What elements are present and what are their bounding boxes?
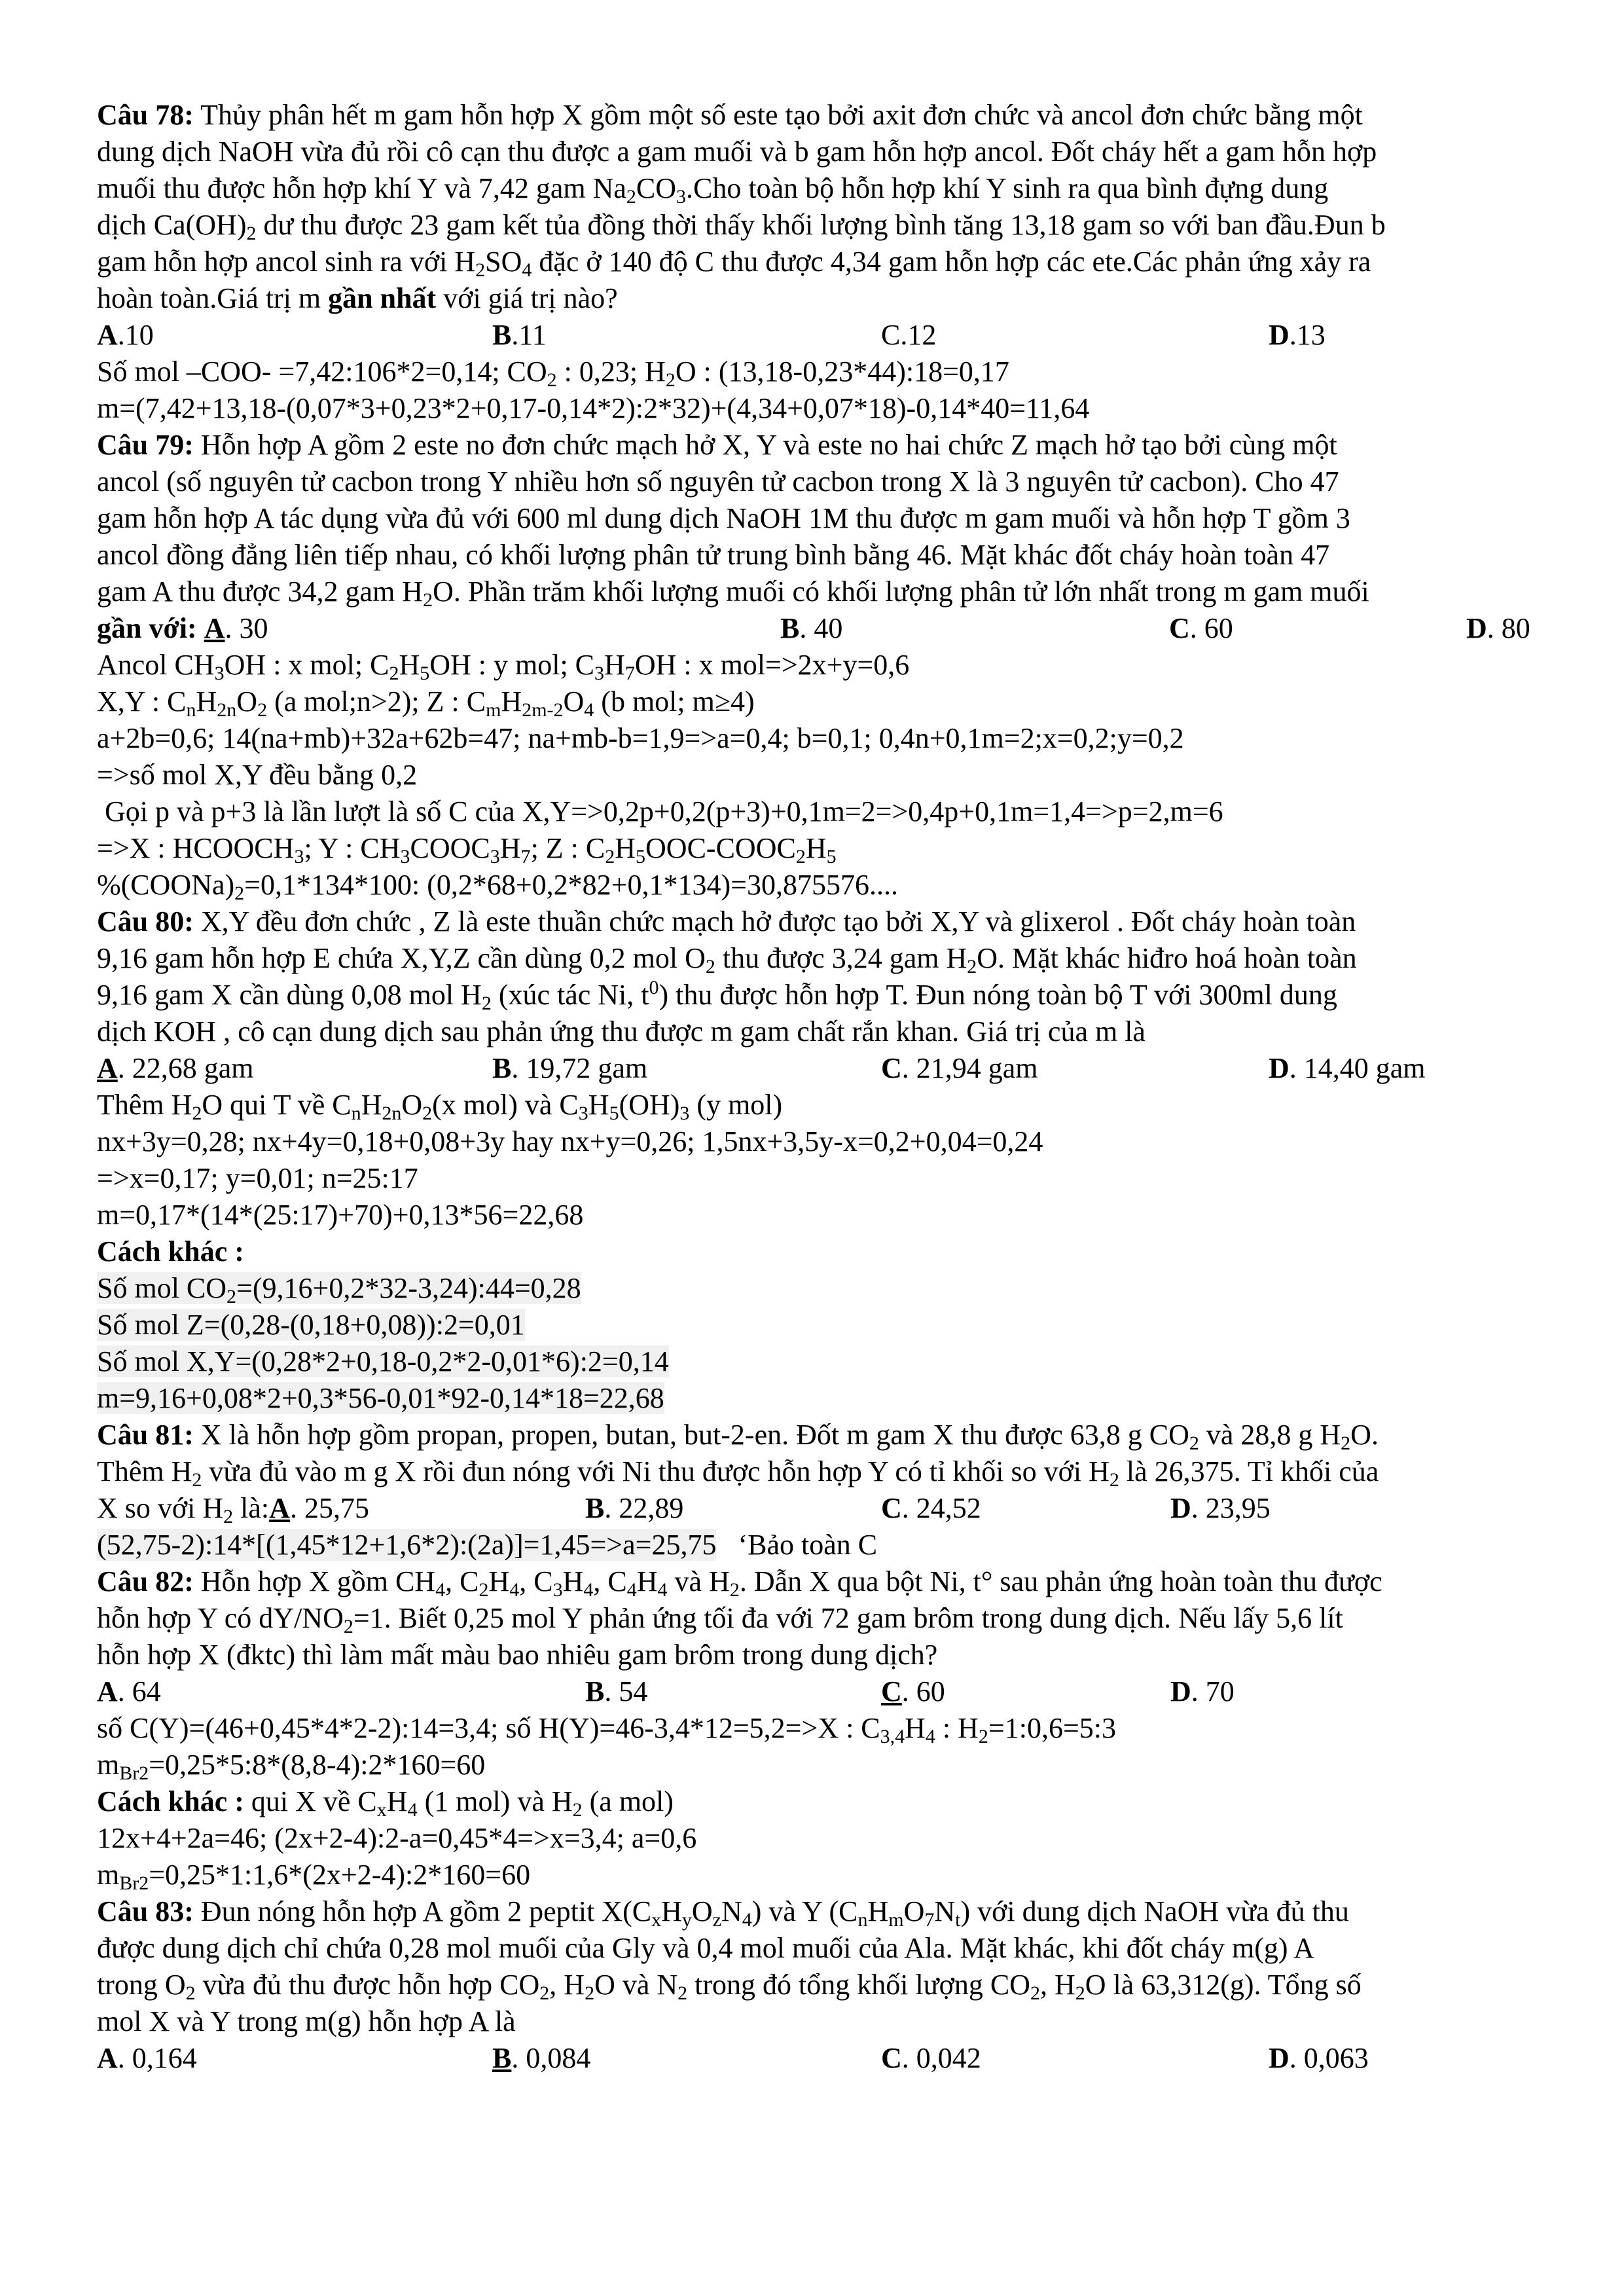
q81-line-1: Câu 81: X là hỗn hợp gồm propan, propen, butan, but-2-en. Đốt m gam X thu được 63,8 g $CO_2$ và 28,8 g $H_2O$. bbox=[97, 1419, 1379, 1454]
q82-alt-2: $m_{Br2}=0,25*1:1,6*(2x+2-4):2*160=60$ bbox=[97, 1859, 531, 1894]
q81-option-b: B. 22,89 bbox=[585, 1492, 684, 1524]
q79-options bbox=[97, 610, 1537, 647]
q82-option-a: A. 64 bbox=[97, 1675, 161, 1707]
q82-options bbox=[97, 1673, 1537, 1710]
q79-option-c: C. 60 bbox=[1169, 612, 1233, 644]
q80-alt-4: m=9,16+0,08*2+0,3*56-0,01*92-0,14*18=22,68 bbox=[97, 1382, 664, 1414]
q79-option-a: gần với: A. 30 bbox=[97, 612, 268, 644]
q82-alt-1: 12x+4+2a=46; (2x+2-4):2-a=0,45*4=>x=3,4; a=0,6 bbox=[97, 1822, 697, 1854]
q80-alt-3: Số mol X,Y=(0,28*2+0,18-0,2*2-0,01*6):2=0,14 bbox=[97, 1345, 669, 1377]
q78-line-2: dung dịch NaOH vừa đủ rồi cô cạn thu được a gam muối và b gam hỗn hợp ancol. Đốt cháy hết a gam hỗn hợp bbox=[97, 136, 1377, 168]
q81-option-c: C. 24,52 bbox=[881, 1492, 981, 1524]
q82-line-3: hỗn hợp X (đktc) thì làm mất màu bao nhiêu gam brôm trong dung dịch? bbox=[97, 1639, 938, 1671]
q78-label: Câu 78: bbox=[97, 99, 194, 131]
q83-line-4: mol X và Y trong m(g) hỗn hợp A là bbox=[97, 2005, 516, 2037]
q78-solution-2: m=(7,42+13,18-(0,07*3+0,23*2+0,17-0,14*2):2*32)+(4,34+0,07*18)-0,14*40=11,64 bbox=[97, 392, 1090, 424]
q78-options bbox=[97, 317, 1537, 354]
q79-line-1: Câu 79: Hỗn hợp A gồm 2 este no đơn chức mạch hở X, Y và este no hai chức Z mạch hở tạo bởi cùng một bbox=[97, 429, 1337, 461]
q79-solution-1: Ancol $CH_3OH$ : x mol; $C_2H_5OH$ : y mol; $C_3H_7OH$ : x mol=>2x+y=0,6 bbox=[97, 649, 910, 684]
q82-option-b: B. 54 bbox=[585, 1675, 648, 1707]
q78-solution-1: Số mol –COO- =7,42:106*2=0,14; $CO_2$ : 0,23; $H_2O$ : (13,18-0,23*44):18=0,17 bbox=[97, 355, 1009, 391]
q83-option-a: A. 0,164 bbox=[97, 2042, 197, 2074]
q78-line-6: hoàn toàn.Giá trị m gần nhất với giá trị nào? bbox=[97, 282, 618, 314]
q78-line-1: Câu 78: Thủy phân hết m gam hỗn hợp X gồm một số este tạo bởi axit đơn chức và ancol đơn chức bằng một bbox=[97, 99, 1363, 131]
q79-line-2: ancol (số nguyên tử cacbon trong Y nhiều hơn số nguyên tử cacbon trong X là 3 nguyên tử cacbon). Cho 47 bbox=[97, 465, 1339, 498]
q82-option-c: C. 60 bbox=[881, 1675, 945, 1707]
q81-option-d: D. 23,95 bbox=[1170, 1492, 1271, 1524]
q83-options bbox=[97, 2040, 1537, 2077]
q80-alt-1: Số mol $CO_2=(9,16+0,2*32-3,24):44=0,28$ bbox=[97, 1272, 581, 1307]
q80-alt-2: Số mol Z=(0,28-(0,18+0,08)):2=0,01 bbox=[97, 1309, 525, 1341]
q83-line-2: được dung dịch chỉ chứa 0,28 mol muối của Gly và 0,4 mol muối của Ala. Mặt khác, khi đốt cháy m(g) A bbox=[97, 1932, 1314, 1964]
q82-option-d: D. 70 bbox=[1170, 1675, 1235, 1707]
q80-line-2: 9,16 gam hỗn hợp E chứa X,Y,Z cần dùng 0,2 mol $O_2$ thu được 3,24 gam $H_2O$. Mặt khác hiđro hoá hoàn toàn bbox=[97, 942, 1357, 977]
q80-option-b: B. 19,72 gam bbox=[492, 1052, 648, 1084]
q80-options bbox=[97, 1050, 1537, 1087]
q79-solution-4: =>số mol X,Y đều bằng 0,2 bbox=[97, 759, 418, 791]
q79-solution-3: a+2b=0,6; 14(na+mb)+32a+62b=47; na+mb-b=1,9=>a=0,4; b=0,1; 0,4n+0,1m=2;x=0,2;y=0,2 bbox=[97, 722, 1184, 754]
q81-line-2: Thêm $H_2$ vừa đủ vào m g X rồi đun nóng với Ni thu được hỗn hợp Y có tỉ khối so với $H_2$ là 26,375. Tỉ khối của bbox=[97, 1455, 1379, 1491]
q79-line-4: ancol đồng đẳng liên tiếp nhau, có khối lượng phân tử trung bình bằng 46. Mặt khác đốt cháy hoàn toàn 47 bbox=[97, 539, 1330, 571]
q79-option-d: D. 80 bbox=[1466, 612, 1530, 644]
q83-option-c: C. 0,042 bbox=[881, 2042, 981, 2074]
q80-alt-title: Cách khác : bbox=[97, 1235, 244, 1267]
q79-solution-6: =>X : $HCOOCH_3$; Y : $CH_3COOC_3H_7$; Z : $C_2H_5OOC-COOC_2H_5$ bbox=[97, 832, 837, 867]
q83-option-d: D. 0,063 bbox=[1269, 2042, 1369, 2074]
q81-option-a: X so với $H_2$ là:A. 25,75 bbox=[97, 1492, 369, 1527]
q78-option-d: D.13 bbox=[1269, 319, 1326, 351]
q80-line-4: dịch KOH , cô cạn dung dịch sau phản ứng thu được m gam chất rắn khan. Giá trị của m là bbox=[97, 1015, 1146, 1048]
q80-line-1: Câu 80: X,Y đều đơn chức , Z là este thuần chức mạch hở được tạo bởi X,Y và glixerol . Đốt cháy hoàn toàn bbox=[97, 905, 1356, 938]
q79-line-3: gam hỗn hợp A tác dụng vừa đủ với 600 ml dung dịch NaOH 1M thu được m gam muối và hỗn hợp T gồm 3 bbox=[97, 502, 1350, 534]
q78-line-5: gam hỗn hợp ancol sinh ra với $H_2SO_4$ đặc ở 140 độ C thu được 4,34 gam hỗn hợp các ete.Các phản ứng xảy ra bbox=[97, 246, 1371, 281]
q82-line-1: Câu 82: Hỗn hợp X gồm $CH_4$, $C_2H_4$, $C_3H_4$, $C_4H_4$ và $H_2$. Dẫn X qua bột Ni, t° sau phản ứng hoàn toàn thu được bbox=[97, 1565, 1382, 1601]
q79-line-5: gam A thu được 34,2 gam $H_2O$. Phần trăm khối lượng muối có khối lượng phân tử lớn nhất trong m gam muối bbox=[97, 575, 1369, 611]
q80-option-d: D. 14,40 gam bbox=[1269, 1052, 1426, 1084]
q78-option-b: B.11 bbox=[492, 319, 547, 351]
q82-alt-title: Cách khác : qui X về $C_xH_4$ (1 mol) và $H_2$ (a mol) bbox=[97, 1785, 674, 1821]
q78-line-4: dịch $Ca(OH)_2$ dư thu được 23 gam kết tủa đồng thời thấy khối lượng bình tăng 13,18 gam so với ban đầu.Đun b bbox=[97, 209, 1386, 244]
q82-solution-2: $m_{Br2}=0,25*5:8*(8,8-4):2*160=60$ bbox=[97, 1749, 486, 1784]
q83-line-3: trong $O_2$ vừa đủ thu được hỗn hợp $CO_2$, $H_2O$ và $N_2$ trong đó tổng khối lượng $CO_2$, $H_2O$ là 63,312(g). Tổng số bbox=[97, 1969, 1362, 2004]
q81-options bbox=[97, 1490, 1537, 1527]
q81-solution-1: (52,75-2):14*[(1,45*12+1,6*2):(2a)]=1,45=>a=25,75 ‘Bảo toàn C bbox=[97, 1529, 878, 1561]
q80-option-a: A. 22,68 gam bbox=[97, 1052, 254, 1084]
q79-solution-2: X,Y : $C_nH_{2n}O_2$ (a mol;n>2); Z : $C_mH_{2m-2}O_4$ (b mol; m≥4) bbox=[97, 685, 755, 721]
q83-line-1: Câu 83: Đun nóng hỗn hợp A gồm 2 peptit $X(C_xH_yO_zN_4)$ và Y $(C_nH_mO_7N_t)$ với dung dịch NaOH vừa đủ thu bbox=[97, 1895, 1349, 1931]
q80-line-3: 9,16 gam X cần dùng 0,08 mol $H_2$ (xúc tác Ni, $t^0$) thu được hỗn hợp T. Đun nóng toàn bộ T với 300ml dung bbox=[97, 977, 1337, 1014]
q83-option-b: B. 0,084 bbox=[492, 2042, 591, 2074]
document-page bbox=[97, 97, 1537, 2077]
q78-option-c: C.12 bbox=[881, 319, 937, 351]
q79-solution-7: $\%(COONa)_2=0,1*134*100$: (0,2*68+0,2*82+0,1*134)=30,875576.... bbox=[97, 869, 898, 904]
q80-solution-2: nx+3y=0,28; nx+4y=0,18+0,08+3y hay nx+y=0,26; 1,5nx+3,5y-x=0,2+0,04=0,24 bbox=[97, 1125, 1043, 1157]
q78-option-a: A.10 bbox=[97, 319, 154, 351]
q80-option-c: C. 21,94 gam bbox=[881, 1052, 1038, 1084]
q78-line-3: muối thu được hỗn hợp khí Y và 7,42 gam $Na_2CO_3.Cho$ toàn bộ hỗn hợp khí Y sinh ra qua bình đựng dung bbox=[97, 172, 1329, 208]
q80-solution-3: =>x=0,17; y=0,01; n=25:17 bbox=[97, 1162, 418, 1194]
q79-solution-5: Gọi p và p+3 là lần lượt là số C của X,Y=>0,2p+0,2(p+3)+0,1m=2=>0,4p+0,1m=1,4=>p=2,m=6 bbox=[105, 795, 1223, 828]
q80-solution-4: m=0,17*(14*(25:17)+70)+0,13*56=22,68 bbox=[97, 1199, 584, 1231]
q80-solution-1: Thêm $H_2O$ qui T về $C_nH_{2n}O_2(x$ mol) và $C_3H_5(OH)_3$ (y mol) bbox=[97, 1089, 783, 1124]
q79-option-b: B. 40 bbox=[780, 612, 843, 644]
q82-line-2: hỗn hợp Y có $dY/NO_2=1$. Biết 0,25 mol Y phản ứng tối đa với 72 gam brôm trong dung dịch. Nếu lấy 5,6 lít bbox=[97, 1602, 1343, 1637]
q82-solution-1: số C(Y)=(46+0,45*4*2-2):14=3,4; số H(Y)=46-3,4*12=5,2=>X : $C_{3,4}H_4$ : $H_2=1:0,6=5:3$ bbox=[97, 1712, 1116, 1747]
